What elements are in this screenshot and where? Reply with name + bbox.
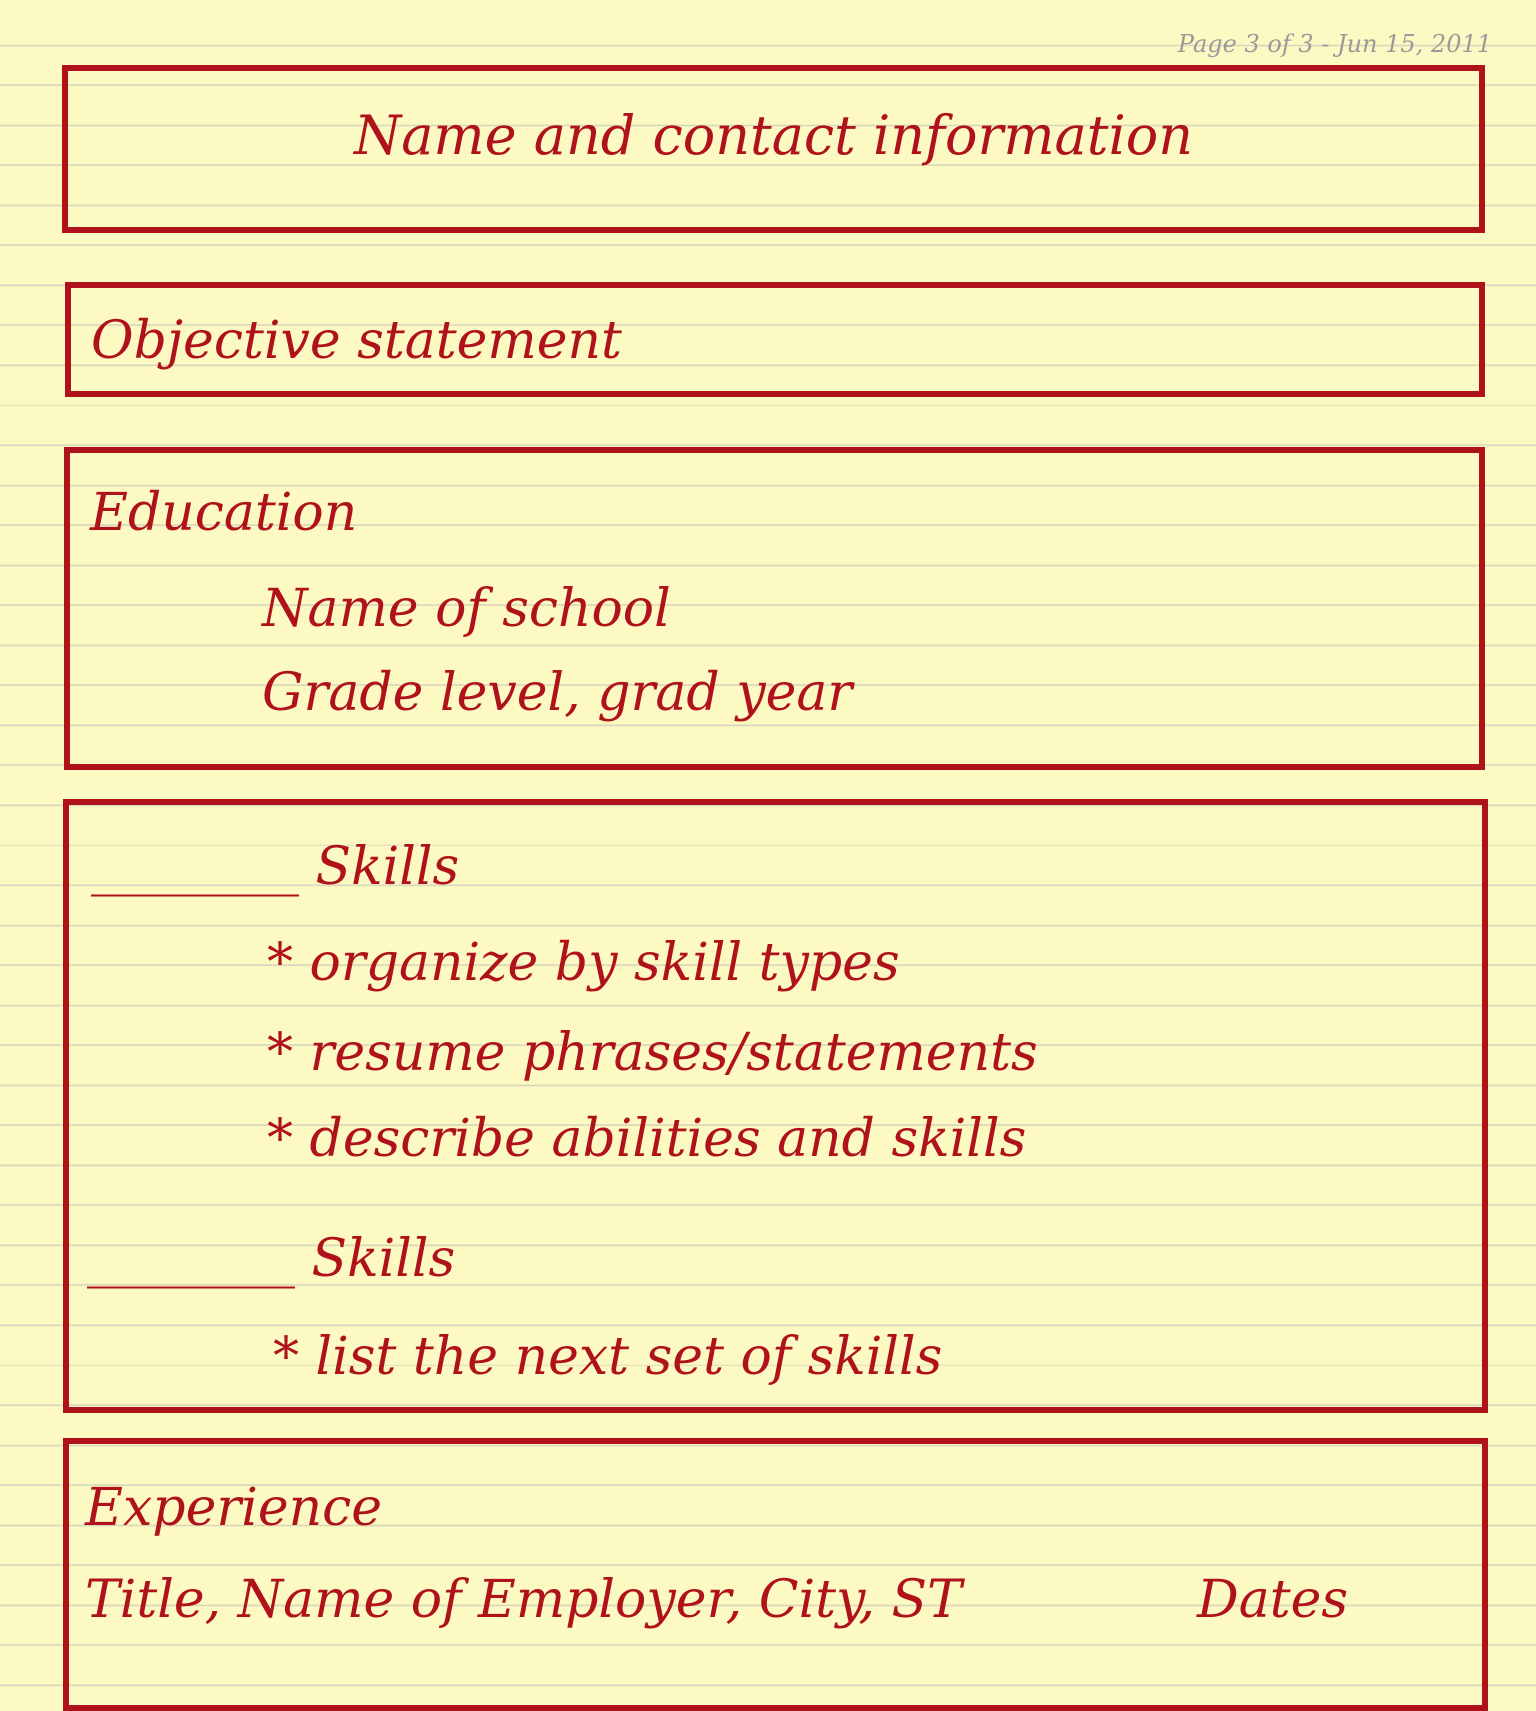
skills-group-1-title: ________ Skills: [91, 837, 460, 897]
skills-group-2-title: ________ Skills: [87, 1229, 456, 1289]
education-title: Education: [90, 483, 358, 543]
education-box: [64, 447, 1485, 770]
objective-box: [65, 282, 1485, 397]
school-name: Name of school: [262, 579, 671, 639]
experience-title: Experience: [85, 1478, 382, 1538]
experience-entry: Title, Name of Employer, City, ST: [85, 1570, 962, 1630]
experience-box: [63, 1438, 1488, 1711]
grade-year: Grade level, grad year: [262, 663, 853, 723]
skills-item: * organize by skill types: [267, 933, 900, 993]
name-contact-title: Name and contact information: [353, 104, 1194, 167]
skills-item: * describe abilities and skills: [267, 1109, 1027, 1169]
skills-item: * resume phrases/statements: [267, 1023, 1038, 1083]
skills-item: * list the next set of skills: [273, 1327, 943, 1387]
skills-box: [63, 799, 1488, 1413]
experience-dates: Dates: [1197, 1570, 1349, 1630]
page-label: Page 3 of 3 - Jun 15, 2011: [1177, 30, 1492, 58]
name-contact-box: [62, 65, 1485, 233]
objective-title: Objective statement: [91, 311, 622, 371]
